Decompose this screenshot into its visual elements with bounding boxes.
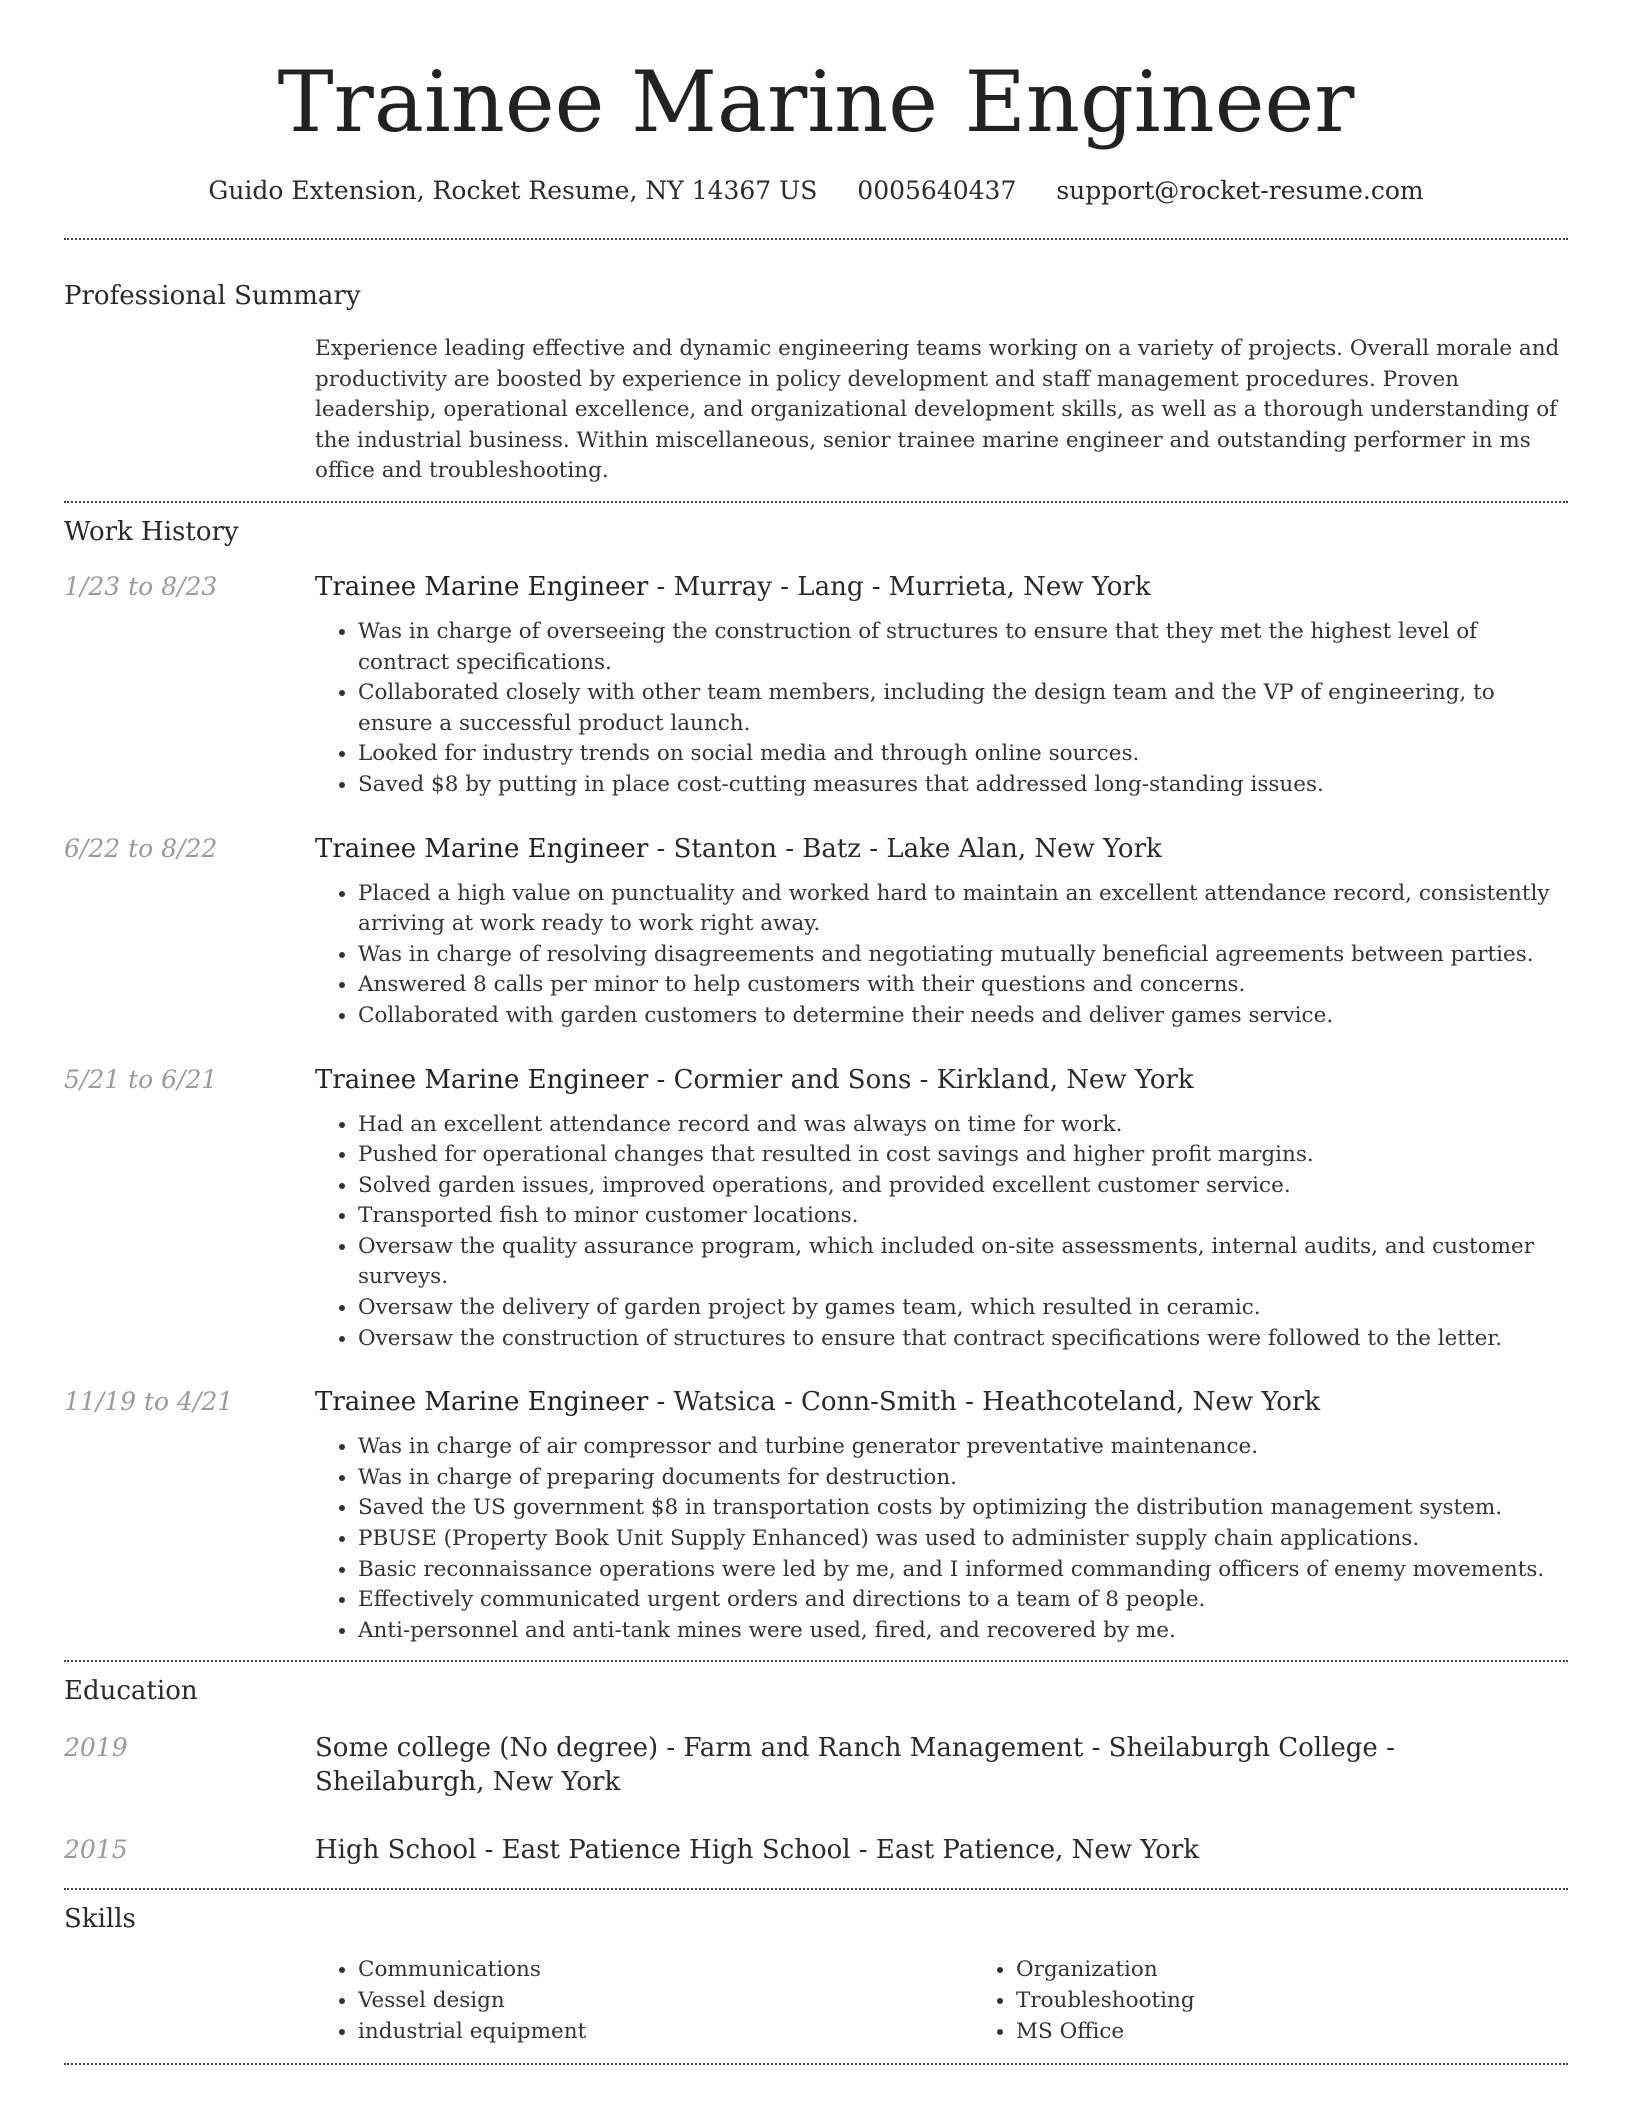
education-entry	[64, 1731, 1568, 1799]
job-role: Trainee Marine Engineer	[315, 1387, 649, 1418]
skills-spacer	[64, 1955, 315, 2047]
candidate-name: Trainee Marine Engineer	[277, 53, 1355, 151]
job-bullet: • Collaborated with garden customers to determine their needs and deliver games service.	[358, 1001, 1568, 1032]
job-bullet: • PBUSE (Property Book Unit Supply Enhanced) was used to administer supply chain applications.	[358, 1524, 1568, 1555]
job-employer: - Murray - Lang - Murrieta, New York	[648, 571, 1151, 602]
job-dates: 11/19 to 4/21	[64, 1387, 234, 1417]
resume-header	[64, 0, 1568, 208]
job-role: Trainee Marine Engineer	[315, 1064, 649, 1095]
contact-address: Guido Extension, Rocket Resume, NY 14367 US	[208, 176, 818, 205]
job-bullet: • Pushed for operational changes that resulted in cost savings and higher profit margins.	[358, 1140, 1568, 1171]
skills-list-right	[973, 1955, 1631, 2047]
education-degree: High School	[315, 1835, 477, 1866]
work-title: Work History	[64, 516, 239, 547]
education-year: 2015	[64, 1835, 128, 1865]
education-year: 2019	[64, 1733, 128, 1763]
job-dates: 5/21 to 6/21	[64, 1064, 218, 1094]
skills-section	[64, 1890, 1568, 2047]
job-dates: 6/22 to 8/22	[64, 833, 218, 863]
job-bullet: • Saved $8 by putting in place cost-cutting measures that addressed long-standing issues.	[358, 770, 1568, 801]
job-employer: - Watsica - Conn-Smith - Heathcoteland, New York	[648, 1387, 1321, 1418]
education-degree: Some college (No degree) - Farm and Ranch Management	[315, 1733, 1084, 1764]
summary-spacer	[64, 334, 315, 487]
skills-divider	[64, 2063, 1568, 2065]
job-role: Trainee Marine Engineer	[315, 571, 649, 602]
job-bullets	[315, 1432, 1568, 1646]
job-entry	[64, 1063, 1568, 1355]
skill-item: • Organization	[1016, 1955, 1631, 1986]
job-bullet: • Answered 8 calls per minor to help customers with their questions and concerns.	[358, 970, 1568, 1001]
job-bullet: • Had an excellent attendance record and was always on time for work.	[358, 1110, 1568, 1141]
contact-line	[64, 174, 1568, 208]
summary-section	[64, 240, 1568, 487]
job-bullets	[315, 617, 1568, 801]
job-entry	[64, 570, 1568, 801]
skill-item: • industrial equipment	[358, 2017, 973, 2048]
job-bullet: • Oversaw the construction of structures to ensure that contract specifications were followed to the letter.	[358, 1324, 1568, 1355]
job-employer: - Stanton - Batz - Lake Alan, New York	[648, 833, 1162, 864]
skill-item: • Communications	[358, 1955, 973, 1986]
job-bullet: • Solved garden issues, improved operations, and provided excellent customer service.	[358, 1171, 1568, 1202]
job-bullet: • Effectively communicated urgent orders and directions to a team of 8 people.	[358, 1585, 1568, 1616]
job-bullet: • Anti-personnel and anti-tank mines were used, fired, and recovered by me.	[358, 1616, 1568, 1647]
skill-item: • Troubleshooting	[1016, 1986, 1631, 2017]
job-bullets	[315, 1110, 1568, 1355]
job-bullet: • Looked for industry trends on social media and through online sources.	[358, 739, 1568, 770]
summary-title: Professional Summary	[64, 281, 361, 311]
job-role: Trainee Marine Engineer	[315, 833, 649, 864]
job-dates: 1/23 to 8/23	[64, 571, 218, 601]
job-bullet: • Transported fish to minor customer locations.	[358, 1201, 1568, 1232]
job-employer: - Cormier and Sons - Kirkland, New York	[648, 1064, 1194, 1095]
contact-email: support@rocket-resume.com	[1056, 176, 1424, 205]
skills-list-left	[315, 1955, 973, 2047]
education-detail	[315, 1833, 1568, 1867]
job-bullet: • Oversaw the delivery of garden project by games team, which resulted in ceramic.	[358, 1293, 1568, 1324]
job-bullet: • Placed a high value on punctuality and worked hard to maintain an excellent attendance record, consistently arriving at work ready to work right away.	[358, 879, 1568, 940]
job-bullet: • Saved the US government $8 in transportation costs by optimizing the distribution management system.	[358, 1493, 1568, 1524]
job-bullets	[315, 879, 1568, 1032]
skills-grid	[315, 1955, 1631, 2047]
job-title	[315, 832, 1568, 866]
work-section	[64, 503, 1568, 1646]
job-bullet: • Was in charge of air compressor and turbine generator preventative maintenance.	[358, 1432, 1568, 1463]
education-title: Education	[64, 1676, 198, 1707]
job-title	[315, 1063, 1568, 1097]
contact-phone: 0005640437	[857, 176, 1017, 205]
job-title	[315, 570, 1568, 604]
job-bullet: • Collaborated closely with other team members, including the design team and the VP of engineering, to ensure a successful product launch.	[358, 678, 1568, 739]
skill-item: • MS Office	[1016, 2017, 1631, 2048]
education-entry	[64, 1833, 1568, 1867]
skills-title: Skills	[64, 1904, 136, 1935]
education-school: - East Patience High School - East Patience, New York	[476, 1835, 1200, 1866]
education-school: - Sheilaburgh College - Sheilaburgh, New York	[315, 1733, 1395, 1798]
job-bullet: • Was in charge of overseeing the construction of structures to ensure that they met the highest level of contract specifications.	[358, 617, 1568, 678]
job-bullet: • Was in charge of resolving disagreements and negotiating mutually beneficial agreements between parties.	[358, 940, 1568, 971]
summary-text: Experience leading effective and dynamic engineering teams working on a variety of projects. Overall morale and productivity are boosted by experience in policy development and staff management procedures. Proven leadership, operational excellence, and organizational development skills, as well as a thorough understanding of the industrial business. Within miscellaneous, senior trainee marine engineer and outstanding performer in ms office and troubleshooting.	[315, 336, 1560, 484]
job-bullet: • Basic reconnaissance operations were led by me, and I informed commanding officers of enemy movements.	[358, 1555, 1568, 1586]
job-bullet: • Oversaw the quality assurance program, which included on-site assessments, internal audits, and customer surveys.	[358, 1232, 1568, 1293]
job-entry	[64, 1385, 1568, 1646]
job-title	[315, 1385, 1568, 1419]
education-section	[64, 1662, 1568, 1867]
skill-item: • Vessel design	[358, 1986, 973, 2017]
job-entry	[64, 832, 1568, 1032]
job-bullet: • Was in charge of preparing documents for destruction.	[358, 1463, 1568, 1494]
education-detail	[315, 1731, 1568, 1799]
